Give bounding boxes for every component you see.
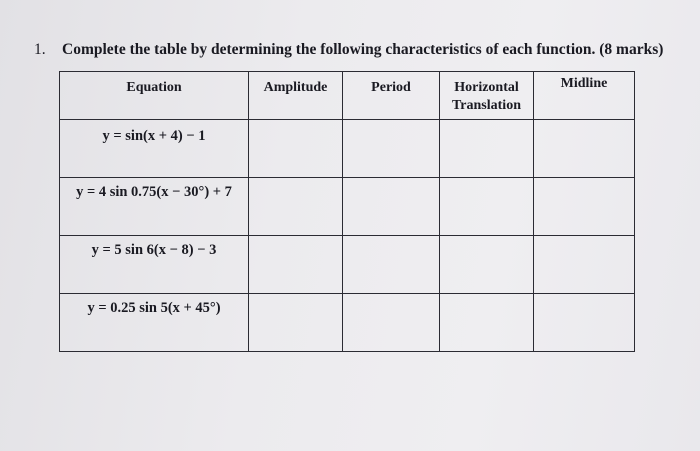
horizontal-translation-answer-cell[interactable] [440,178,534,236]
question-prompt [34,41,663,59]
midline-answer-cell[interactable] [534,178,635,236]
header-horizontal-translation: Horizontal Translation [440,72,534,120]
horizontal-translation-answer-cell[interactable] [440,236,534,294]
table-row [60,120,635,178]
period-answer-cell[interactable] [343,236,440,294]
period-answer-cell[interactable] [343,178,440,236]
question-number: 1. [34,41,46,58]
header-period: Period [343,72,440,120]
period-answer-cell[interactable] [343,120,440,178]
header-row [60,72,635,120]
midline-answer-cell[interactable] [534,120,635,178]
period-answer-cell[interactable] [343,294,440,352]
midline-answer-cell[interactable] [534,294,635,352]
equation-text: y = 5 sin 6(x − 8) − 3 [91,242,217,258]
equation-cell [60,178,249,236]
characteristics-table [59,71,635,352]
question-text: Complete the table by determining the following characteristics of each function. (8 marks) [62,41,664,58]
header-midline: Midline [534,72,635,120]
horizontal-translation-answer-cell[interactable] [440,294,534,352]
equation-cell [60,120,249,178]
equation-cell [60,294,249,352]
equation-text: y = 0.25 sin 5(x + 45°) [87,300,221,316]
header-amplitude: Amplitude [249,72,343,120]
equation-text: y = sin(x + 4) − 1 [102,128,206,144]
midline-answer-cell[interactable] [534,236,635,294]
equation-cell [60,236,249,294]
amplitude-answer-cell[interactable] [249,120,343,178]
header-equation: Equation [60,72,249,120]
table-row [60,236,635,294]
amplitude-answer-cell[interactable] [249,178,343,236]
equation-text: y = 4 sin 0.75(x − 30°) + 7 [76,184,232,200]
amplitude-answer-cell[interactable] [249,236,343,294]
amplitude-answer-cell[interactable] [249,294,343,352]
table-row [60,294,635,352]
table-row [60,178,635,236]
horizontal-translation-answer-cell[interactable] [440,120,534,178]
